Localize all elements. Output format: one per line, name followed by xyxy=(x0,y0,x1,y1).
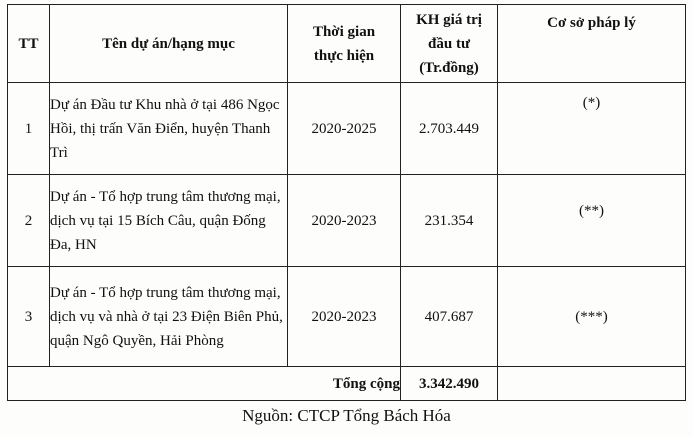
total-label: Tổng cộng xyxy=(8,367,401,401)
row-tt: 2 xyxy=(8,175,50,267)
table-row xyxy=(8,175,686,267)
header-tt: TT xyxy=(8,5,50,83)
header-project-name: Tên dự án/hạng mục xyxy=(50,5,288,83)
row-time: 2020-2025 xyxy=(288,83,401,175)
row-project-name: Dự án - Tổ hợp trung tâm thương mại, dịch vụ và nhà ở tại 23 Điện Biên Phủ, quận Ngô Quyền, Hải Phòng xyxy=(50,267,288,367)
table-header-row xyxy=(8,5,686,83)
investment-projects-table xyxy=(7,4,686,401)
table-row xyxy=(8,267,686,367)
total-value: 3.342.490 xyxy=(401,367,498,401)
row-tt: 1 xyxy=(8,83,50,175)
source-caption: Nguồn: CTCP Tổng Bách Hóa xyxy=(242,406,451,425)
row-legal-basis: (**) xyxy=(498,175,686,267)
table-total-row xyxy=(8,367,686,401)
total-legal-empty xyxy=(498,367,686,401)
row-time: 2020-2023 xyxy=(288,175,401,267)
row-legal-basis: (*) xyxy=(498,83,686,175)
row-value: 2.703.449 xyxy=(401,83,498,175)
table-row xyxy=(8,83,686,175)
row-project-name: Dự án Đầu tư Khu nhà ở tại 486 Ngọc Hồi, thị trấn Văn Điển, huyện Thanh Trì xyxy=(50,83,288,175)
row-project-name: Dự án - Tổ hợp trung tâm thương mại, dịch vụ tại 15 Bích Câu, quận Đống Đa, HN xyxy=(50,175,288,267)
row-value: 231.354 xyxy=(401,175,498,267)
row-value: 407.687 xyxy=(401,267,498,367)
row-tt: 3 xyxy=(8,267,50,367)
row-legal-basis: (***) xyxy=(498,267,686,367)
header-time: Thời gian thực hiện xyxy=(288,5,401,83)
header-investment-value: KH giá trị đầu tư (Tr.đồng) xyxy=(401,5,498,83)
header-legal-basis: Cơ sở pháp lý xyxy=(498,5,686,83)
row-time: 2020-2023 xyxy=(288,267,401,367)
